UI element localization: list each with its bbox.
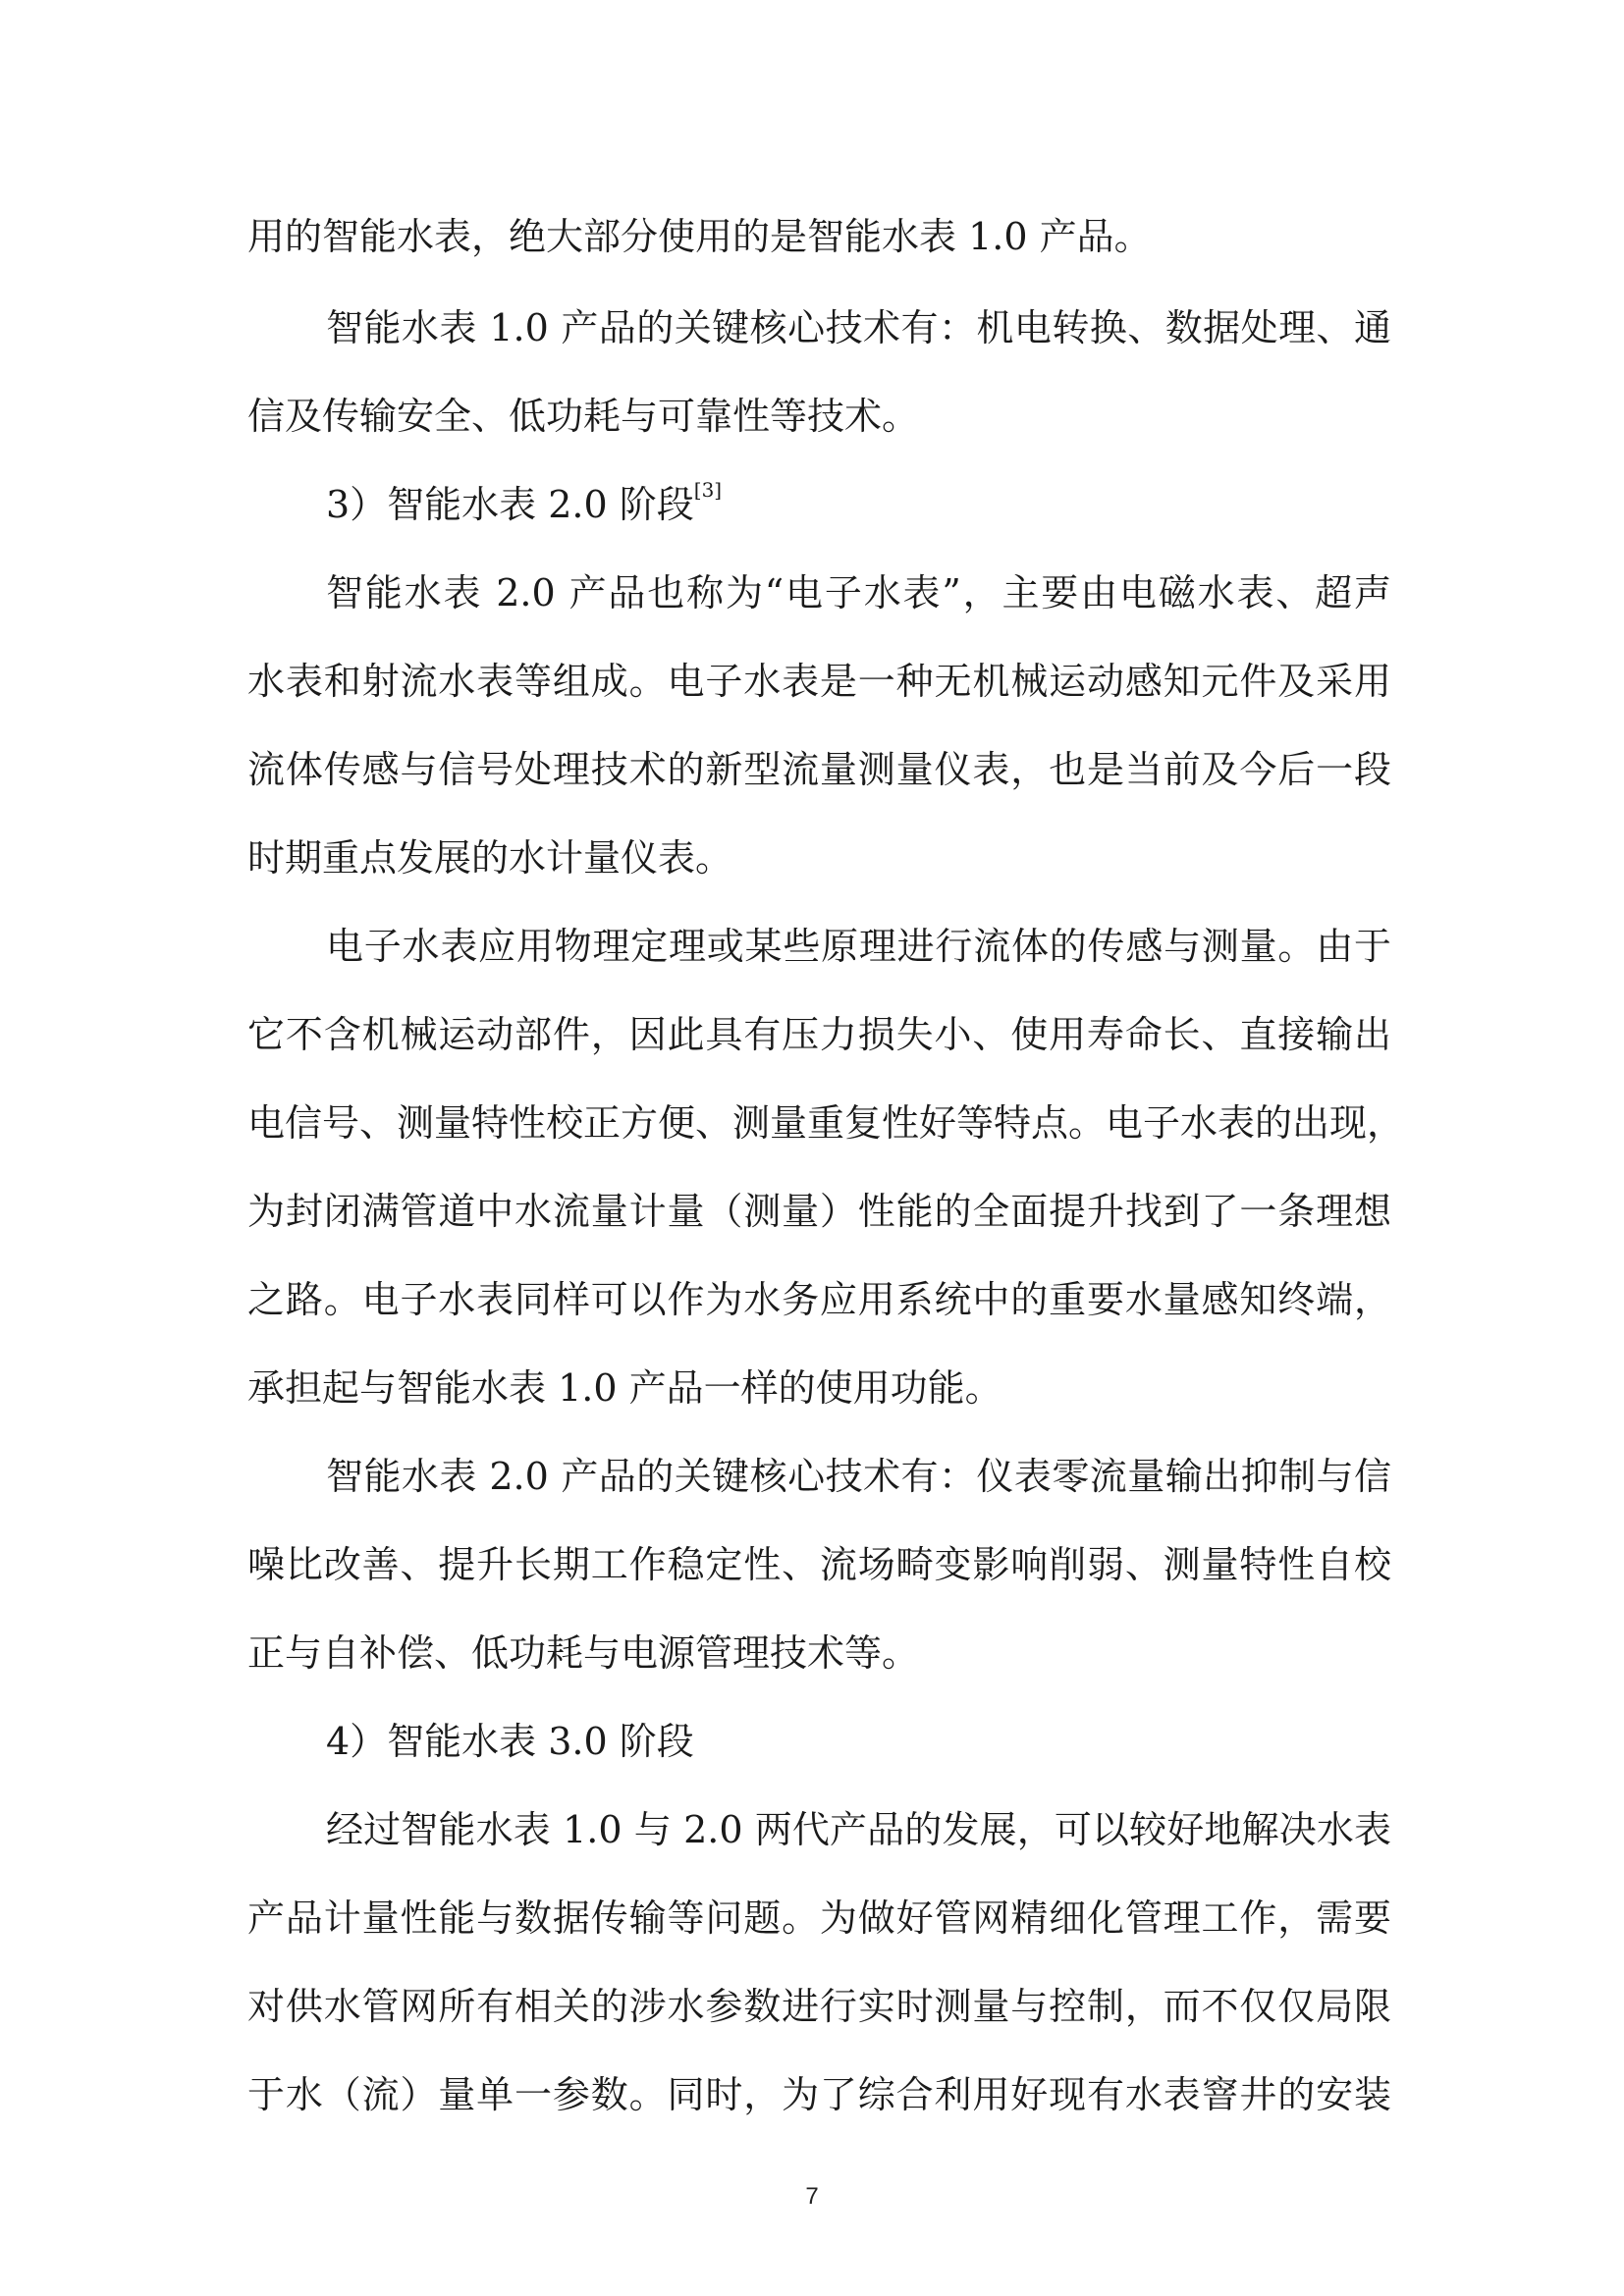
body-line: 智能水表 2.0 产品也称为“电子水表”，主要由电磁水表、超声 <box>326 571 1391 614</box>
body-line: 对供水管网所有相关的涉水参数进行实时测量与控制，而不仅仅局限 <box>247 1985 1391 2028</box>
body-line: 正与自补偿、低功耗与电源管理技术等。 <box>247 1631 920 1675</box>
body-line: 电信号、测量特性校正方便、测量重复性好等特点。电子水表的出现， <box>247 1101 1405 1145</box>
body-line: 经过智能水表 1.0 与 2.0 两代产品的发展，可以较好地解决水表 <box>326 1808 1391 1851</box>
page-number: 7 <box>805 2183 819 2210</box>
body-line: 信及传输安全、低功耗与可靠性等技术。 <box>247 395 920 438</box>
body-line: 承担起与智能水表 1.0 产品一样的使用功能。 <box>247 1366 1002 1410</box>
body-line: 产品计量性能与数据传输等问题。为做好管网精细化管理工作，需要 <box>247 1896 1391 1940</box>
body-line: 于水（流）量单一参数。同时，为了综合利用好现有水表窨井的安装 <box>247 2073 1391 2116</box>
citation-marker: [3] <box>693 478 723 502</box>
body-line: 为封闭满管道中水流量计量（测量）性能的全面提升找到了一条理想 <box>247 1190 1391 1233</box>
section-heading-text: 3）智能水表 2.0 阶段 <box>326 483 694 526</box>
body-line: 智能水表 1.0 产品的关键核心技术有：机电转换、数据处理、通 <box>326 306 1391 349</box>
body-line: 它不含机械运动部件，因此具有压力损失小、使用寿命长、直接输出 <box>247 1013 1391 1056</box>
body-line: 噪比改善、提升长期工作稳定性、流场畸变影响削弱、测量特性自校 <box>247 1543 1391 1586</box>
body-line: 智能水表 2.0 产品的关键核心技术有：仪表零流量输出抑制与信 <box>326 1455 1391 1498</box>
body-line: 电子水表应用物理定理或某些原理进行流体的传感与测量。由于 <box>326 925 1391 968</box>
section-heading: 4）智能水表 3.0 阶段 <box>326 1720 694 1763</box>
body-line: 用的智能水表，绝大部分使用的是智能水表 1.0 产品。 <box>247 215 1152 258</box>
body-line: 时期重点发展的水计量仪表。 <box>247 836 733 880</box>
body-line: 流体传感与信号处理技术的新型流量测量仪表，也是当前及今后一段 <box>247 748 1391 791</box>
body-line: 水表和射流水表等组成。电子水表是一种无机械运动感知元件及采用 <box>247 660 1391 703</box>
section-heading <box>326 478 1391 526</box>
body-line: 之路。电子水表同样可以作为水务应用系统中的重要水量感知终端， <box>247 1278 1391 1321</box>
